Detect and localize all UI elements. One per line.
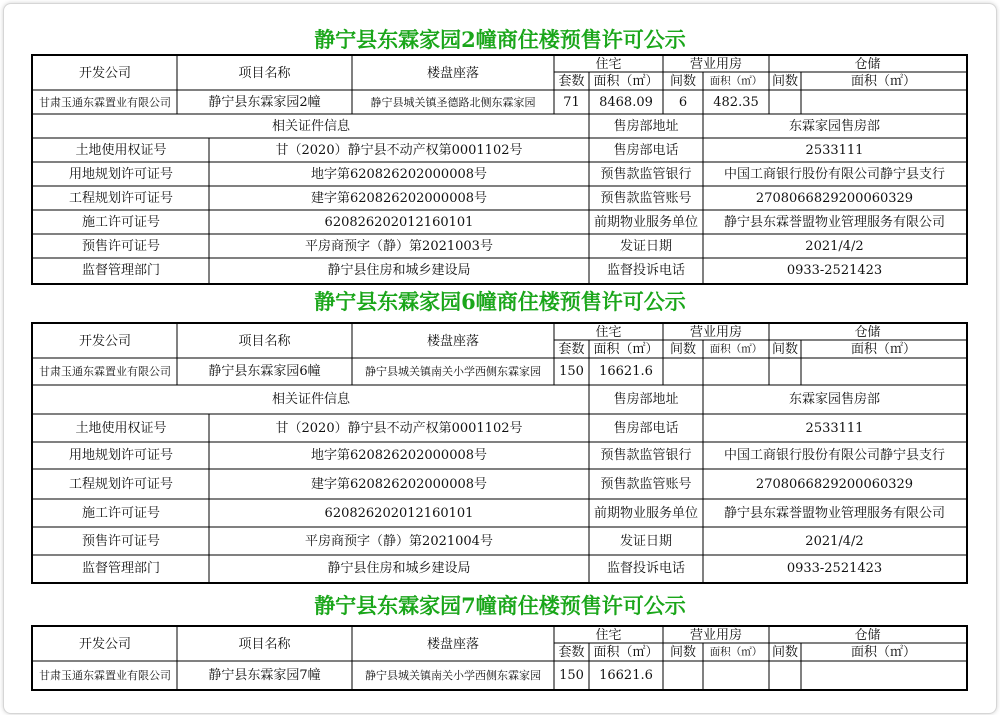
label-account: 预售款监管账号 bbox=[600, 476, 692, 492]
label-land_cert: 土地使用权证号 bbox=[75, 420, 167, 436]
header-developer: 开发公司 bbox=[78, 65, 131, 81]
location-value: 静宁县城关镇圣德路北侧东霖家园 bbox=[370, 95, 536, 109]
sales_address-value: 东霖家园售房部 bbox=[788, 118, 880, 134]
sto-area-value bbox=[801, 358, 966, 385]
com-rooms-value: 6 bbox=[678, 94, 688, 110]
com-area-value: 482.35 bbox=[713, 94, 759, 110]
presale-table-2 bbox=[31, 54, 968, 285]
label-property_mgmt: 前期物业服务单位 bbox=[593, 214, 698, 230]
land_plan-value: 地字第620826202000008号 bbox=[310, 166, 488, 182]
construction-value: 620826202012160101 bbox=[324, 214, 474, 230]
header-com-rooms: 间数 bbox=[669, 73, 696, 89]
label-construction: 施工许可证号 bbox=[81, 505, 160, 521]
header-res-units: 套数 bbox=[558, 73, 585, 89]
sto-area-value bbox=[801, 661, 966, 689]
header-commercial: 营业用房 bbox=[689, 324, 742, 340]
com-rooms-value bbox=[663, 661, 703, 689]
sto-rooms-value bbox=[769, 90, 801, 114]
account-value: 2708066829200060329 bbox=[755, 190, 914, 206]
header-residential: 住宅 bbox=[595, 324, 622, 340]
construction-value: 620826202012160101 bbox=[324, 505, 474, 521]
label-bank: 预售款监管银行 bbox=[600, 448, 692, 463]
com-rooms-value bbox=[663, 358, 703, 385]
complaint_phone-value: 0933-2521423 bbox=[786, 263, 883, 278]
eng_plan-value: 建字第620826202000008号 bbox=[310, 190, 488, 206]
header-developer: 开发公司 bbox=[78, 636, 131, 652]
header-com-area: 面积（㎡） bbox=[709, 74, 763, 87]
label-sales_address: 售房部地址 bbox=[613, 392, 679, 407]
location-value: 静宁县城关镇南关小学西侧东霖家园 bbox=[365, 668, 541, 682]
header-sto-area: 面积（㎡） bbox=[850, 341, 916, 357]
project-value: 静宁县东霖家园6幢 bbox=[208, 364, 321, 379]
header-res-units: 套数 bbox=[558, 341, 585, 357]
res-area-value: 8468.09 bbox=[599, 94, 653, 110]
label-land_plan: 用地规划许可证号 bbox=[68, 166, 173, 182]
header-developer: 开发公司 bbox=[78, 333, 131, 349]
header-com-rooms: 间数 bbox=[669, 644, 696, 660]
eng_plan-value: 建字第620826202000008号 bbox=[310, 476, 488, 492]
account-value: 2708066829200060329 bbox=[755, 476, 914, 492]
sto-area-value bbox=[801, 90, 966, 114]
header-sto-area: 面积（㎡） bbox=[850, 644, 916, 660]
complaint_phone-value: 0933-2521423 bbox=[786, 561, 883, 576]
header-sto-rooms: 间数 bbox=[771, 341, 798, 357]
header-com-area: 面积（㎡） bbox=[709, 645, 763, 658]
sto-rooms-value bbox=[769, 358, 801, 385]
header-sto-area: 面积（㎡） bbox=[850, 73, 916, 89]
project-value: 静宁县东霖家园7幢 bbox=[208, 667, 321, 683]
header-project: 项目名称 bbox=[238, 333, 291, 349]
label-eng_plan: 工程规划许可证号 bbox=[68, 190, 173, 206]
com-area-value bbox=[703, 358, 769, 385]
supervision_dept-value: 静宁县住房和城乡建设局 bbox=[327, 263, 471, 278]
label-property_mgmt: 前期物业服务单位 bbox=[593, 505, 698, 521]
label-land_plan: 用地规划许可证号 bbox=[68, 448, 173, 463]
header-commercial: 营业用房 bbox=[689, 627, 742, 643]
header-residential: 住宅 bbox=[595, 56, 622, 72]
header-res-area: 面积（㎡） bbox=[593, 644, 659, 660]
header-commercial: 营业用房 bbox=[689, 56, 742, 72]
label-presale: 预售许可证号 bbox=[81, 533, 160, 549]
header-sto-rooms: 间数 bbox=[771, 73, 798, 89]
header-com-rooms: 间数 bbox=[669, 341, 696, 357]
label-account: 预售款监管账号 bbox=[600, 190, 692, 206]
header-com-area: 面积（㎡） bbox=[709, 342, 763, 355]
header-location: 楼盘座落 bbox=[426, 333, 479, 349]
label-complaint_phone: 监督投诉电话 bbox=[606, 263, 685, 278]
res-area-value: 16621.6 bbox=[599, 667, 653, 683]
header-storage: 仓储 bbox=[854, 324, 881, 340]
section-title-2: 静宁县东霖家园2幢商住楼预售许可公示 bbox=[314, 27, 686, 52]
developer-value: 甘肃玉通东霖置业有限公司 bbox=[39, 365, 171, 378]
developer-value: 甘肃玉通东霖置业有限公司 bbox=[39, 95, 171, 109]
header-sto-rooms: 间数 bbox=[771, 644, 798, 660]
issue_date-value: 2021/4/2 bbox=[805, 533, 864, 549]
bank-value: 中国工商银行股份有限公司静宁县支行 bbox=[723, 166, 945, 182]
res-units-value: 150 bbox=[559, 667, 584, 683]
res-units-value: 150 bbox=[559, 364, 584, 379]
header-res-units: 套数 bbox=[558, 644, 585, 660]
label-land_cert: 土地使用权证号 bbox=[75, 142, 167, 158]
header-residential: 住宅 bbox=[595, 627, 622, 643]
res-area-value: 16621.6 bbox=[599, 364, 653, 379]
presale-table-7 bbox=[31, 625, 968, 691]
property_mgmt-value: 静宁县东霖誉盟物业管理服务有限公司 bbox=[723, 505, 945, 521]
sales_address-value: 东霖家园售房部 bbox=[788, 392, 880, 407]
section-title-7: 静宁县东霖家园7幢商住楼预售许可公示 bbox=[314, 593, 686, 618]
header-storage: 仓储 bbox=[854, 56, 881, 72]
header-res-area: 面积（㎡） bbox=[593, 341, 659, 357]
label-supervision_dept: 监督管理部门 bbox=[81, 561, 160, 576]
res-units-value: 71 bbox=[563, 94, 580, 110]
location-value: 静宁县城关镇南关小学西侧东霖家园 bbox=[365, 365, 541, 378]
label-sales_phone: 售房部电话 bbox=[613, 142, 679, 158]
supervision_dept-value: 静宁县住房和城乡建设局 bbox=[327, 561, 471, 576]
label-supervision_dept: 监督管理部门 bbox=[81, 263, 160, 278]
label-presale: 预售许可证号 bbox=[81, 238, 160, 254]
sales_phone-value: 2533111 bbox=[805, 420, 864, 436]
label-construction: 施工许可证号 bbox=[81, 214, 160, 230]
label-issue_date: 发证日期 bbox=[619, 533, 672, 549]
land_cert-value: 甘（2020）静宁县不动产权第0001102号 bbox=[275, 420, 523, 436]
project-value: 静宁县东霖家园2幢 bbox=[208, 94, 321, 110]
sales_phone-value: 2533111 bbox=[805, 142, 864, 158]
label-bank: 预售款监管银行 bbox=[600, 166, 692, 182]
sto-rooms-value bbox=[769, 661, 801, 689]
section-title-6: 静宁县东霖家园6幢商住楼预售许可公示 bbox=[314, 289, 686, 314]
presale-value: 平房商预字（静）第2021003号 bbox=[305, 238, 493, 254]
land_cert-value: 甘（2020）静宁县不动产权第0001102号 bbox=[275, 142, 523, 158]
header-project: 项目名称 bbox=[238, 65, 291, 81]
header-location: 楼盘座落 bbox=[426, 65, 479, 81]
com-area-value bbox=[703, 661, 769, 689]
label-eng_plan: 工程规划许可证号 bbox=[68, 476, 173, 492]
header-project: 项目名称 bbox=[238, 636, 291, 652]
header-storage: 仓储 bbox=[854, 627, 881, 643]
property_mgmt-value: 静宁县东霖誉盟物业管理服务有限公司 bbox=[723, 214, 945, 230]
label-cert_info: 相关证件信息 bbox=[271, 118, 350, 134]
presale-value: 平房商预字（静）第2021004号 bbox=[305, 533, 493, 549]
label-complaint_phone: 监督投诉电话 bbox=[606, 561, 685, 576]
header-location: 楼盘座落 bbox=[426, 636, 479, 652]
presale-table-6 bbox=[31, 322, 968, 584]
label-sales_phone: 售房部电话 bbox=[613, 420, 679, 436]
issue_date-value: 2021/4/2 bbox=[805, 238, 864, 254]
label-sales_address: 售房部地址 bbox=[613, 118, 679, 134]
header-res-area: 面积（㎡） bbox=[593, 73, 659, 89]
developer-value: 甘肃玉通东霖置业有限公司 bbox=[39, 668, 171, 682]
land_plan-value: 地字第620826202000008号 bbox=[310, 448, 488, 463]
label-cert_info: 相关证件信息 bbox=[271, 392, 350, 407]
bank-value: 中国工商银行股份有限公司静宁县支行 bbox=[723, 448, 945, 463]
label-issue_date: 发证日期 bbox=[619, 238, 672, 254]
